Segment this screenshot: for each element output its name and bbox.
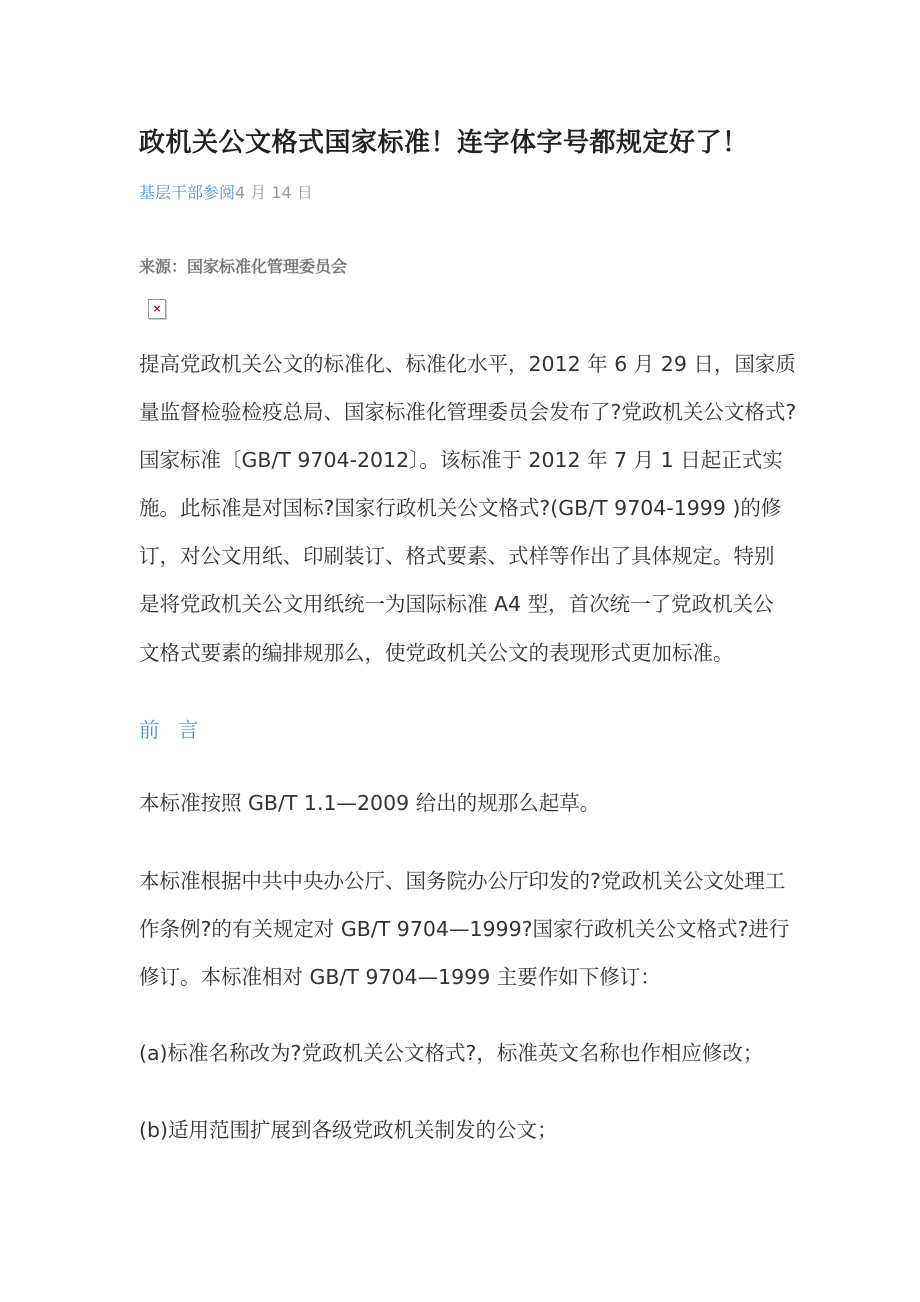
publish-date: 4 月 14 日 [235,183,313,202]
intro-line: 国家标准〔GB/T 9704-2012〕。该标准于 2012 年 7 月 1 日起正式实 [139,448,783,472]
intro-line: 是将党政机关公文用纸统一为国际标准 A4 型，首次统一了党政机关公 [139,592,774,616]
article-meta [139,180,313,203]
list-item: (b)适用范围扩展到各级党政机关制发的公文； [139,1118,558,1142]
paragraph-line: 作条例?的有关规定对 GB/T 9704—1999?国家行政机关公文格式?进行 [139,917,790,941]
section-heading: 前 言 [139,718,205,742]
source-line: 来源：国家标准化管理委员会 [139,257,348,276]
paragraph: 本标准按照 GB/T 1.1—2009 给出的规那么起草。 [139,791,601,815]
list-item: (a)标准名称改为?党政机关公文格式?，标准英文名称也作相应修改； [139,1041,764,1065]
intro-line: 文格式要素的编排规那么，使党政机关公文的表现形式更加标准。 [139,641,734,665]
paragraph-line: 本标准根据中共中央办公厅、国务院办公厅印发的?党政机关公文处理工 [139,869,786,893]
intro-line: 施。此标准是对国标?国家行政机关公文格式?(GB/T 9704-1999 )的修 [139,496,782,520]
author-link[interactable]: 基层干部参阅 [139,183,236,202]
intro-line: 订，对公文用纸、印刷装订、格式要素、式样等作出了具体规定。特别 [139,544,775,568]
paragraph-line: 修订。本标准相对 GB/T 9704—1999 主要作如下修订： [139,965,661,989]
broken-image-icon: × [148,299,166,319]
intro-line: 量监督检验检疫总局、国家标准化管理委员会发布了?党政机关公文格式? [139,400,797,424]
intro-line: 提高党政机关公文的标准化、标准化水平，2012 年 6 月 29 日，国家质 [139,352,796,376]
article-title: 政机关公文格式国家标准！连字体字号都规定好了！ [139,128,749,158]
